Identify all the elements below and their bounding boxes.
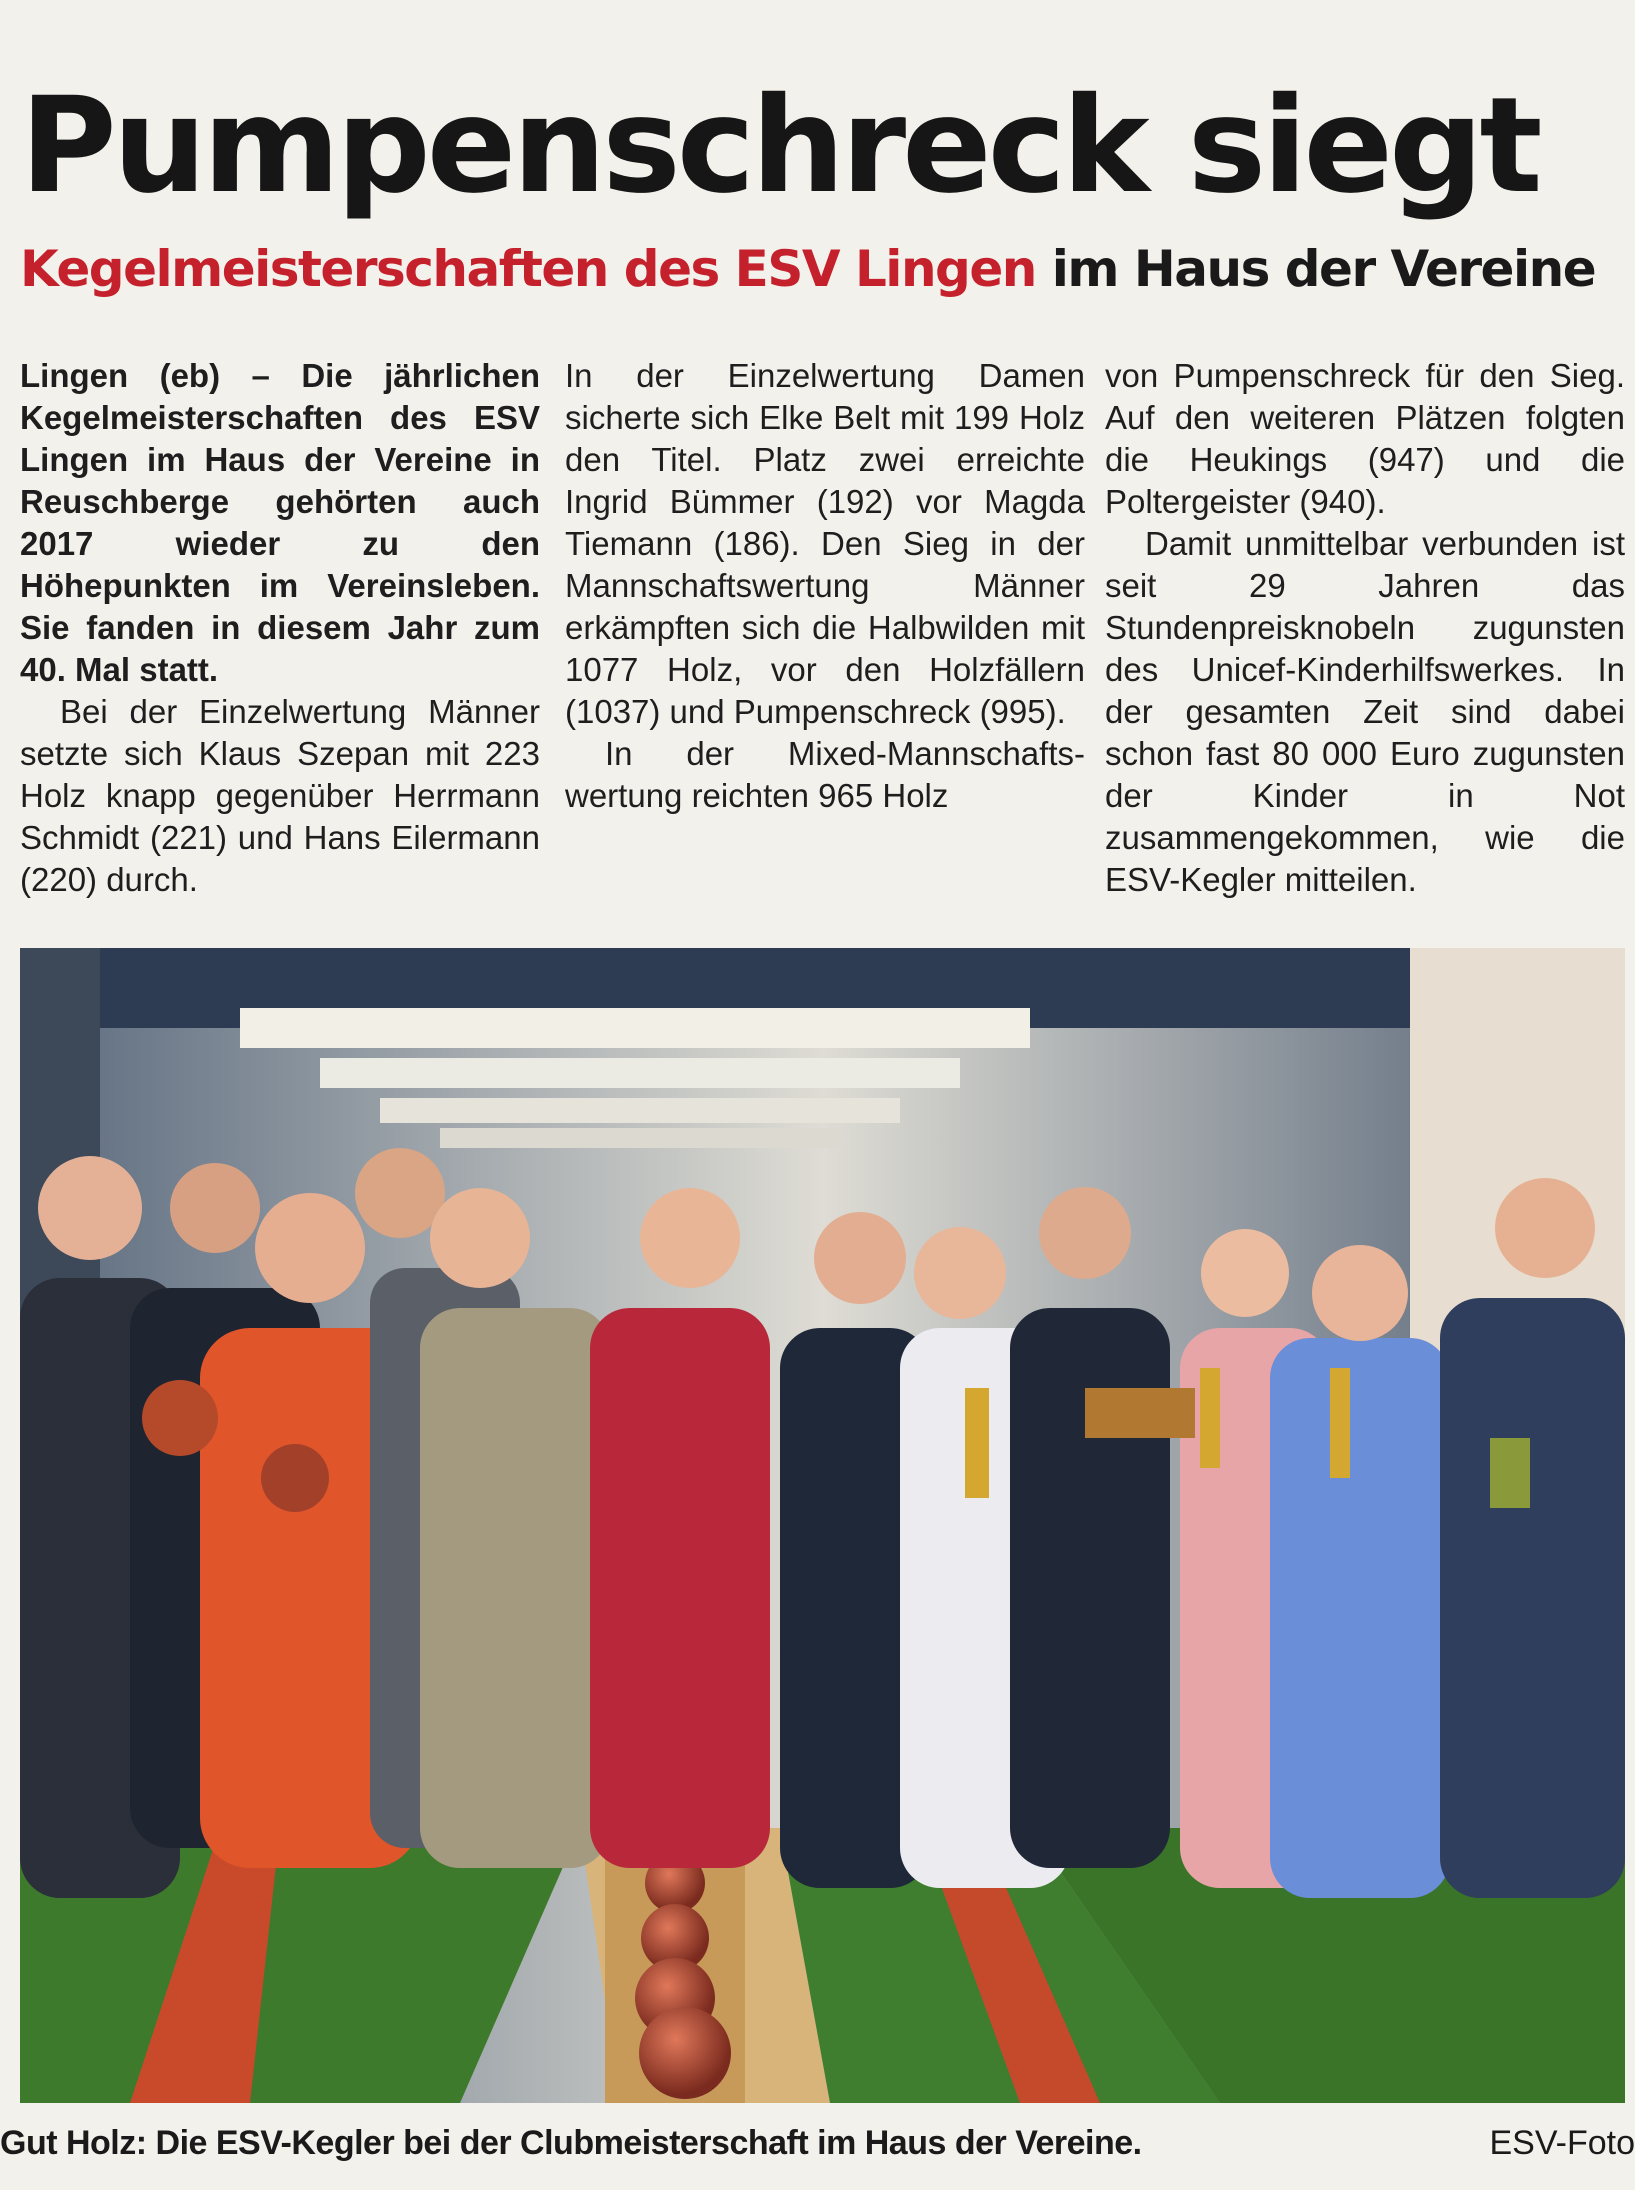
people-group	[20, 1148, 1625, 1898]
article-column-3	[1105, 355, 1625, 901]
article-paragraph-unicef: Damit unmittelbar verbunden ist seit 29 Jahren das Stundenpreisknobeln zugunsten des Unicef-Kinderhilfswerkes. In der gesamten Zeit sind dabei schon fast 80 000 Euro zugunsten der Kinder in Not zusammengekommen, wie die ESV-Kegler mitteilen.	[1105, 525, 1625, 898]
article-column-1	[20, 355, 540, 901]
article-paragraph-men-single: Bei der Einzelwertung Männer setzte sich Klaus Szepan mit 223 Holz knapp gegenüber Herrmann Schmidt (221) und Hans Eilermann (220) durch.	[20, 693, 540, 898]
article-paragraph-mixed-start: In der Mixed-Mannschaftswertung reichten 965 Holz	[565, 735, 1085, 814]
photo-caption: Gut Holz: Die ESV-Kegler bei der Clubmeisterschaft im Haus der Vereine.	[0, 2124, 1142, 2162]
article-subheadline	[20, 240, 1620, 298]
article-paragraph-mixed-end: von Pumpenschreck für den Sieg. Auf den weiteren Plätzen folgten die Heukings (947) und die Poltergeister (940).	[1105, 357, 1625, 520]
photo-credit: ESV-Foto	[1489, 2124, 1635, 2162]
article-paragraph-women-single: In der Einzelwertung Damen sicherte sich Elke Belt mit 199 Holz den Titel. Platz zwei erreichte Ingrid Bümmer (192) vor Magda Tiemann (186). Den Sieg in der Mannschaftswertung Männer erkämpften sich die Halbwilden mit 1077 Holz, vor den Holzfällern (1037) und Pumpenschreck (995).	[565, 357, 1085, 730]
article-column-2	[565, 355, 1085, 817]
subhead-red-part: Kegelmeisterschaften des ESV Lingen	[20, 240, 1036, 298]
article-headline: Pumpenschreck siegt	[20, 69, 1539, 223]
article-lead: Lingen (eb) – Die jährlichen Kegelmeisterschaften des ESV Lingen im Haus der Vereine in Reuschberge gehörten auch 2017 wieder zu den Höhepunkten im Vereinsleben. Sie fanden in diesem Jahr zum 40. Mal statt.	[20, 357, 540, 688]
team-photo	[20, 948, 1625, 2103]
subhead-black-part: im Haus der Vereine	[1051, 240, 1596, 298]
